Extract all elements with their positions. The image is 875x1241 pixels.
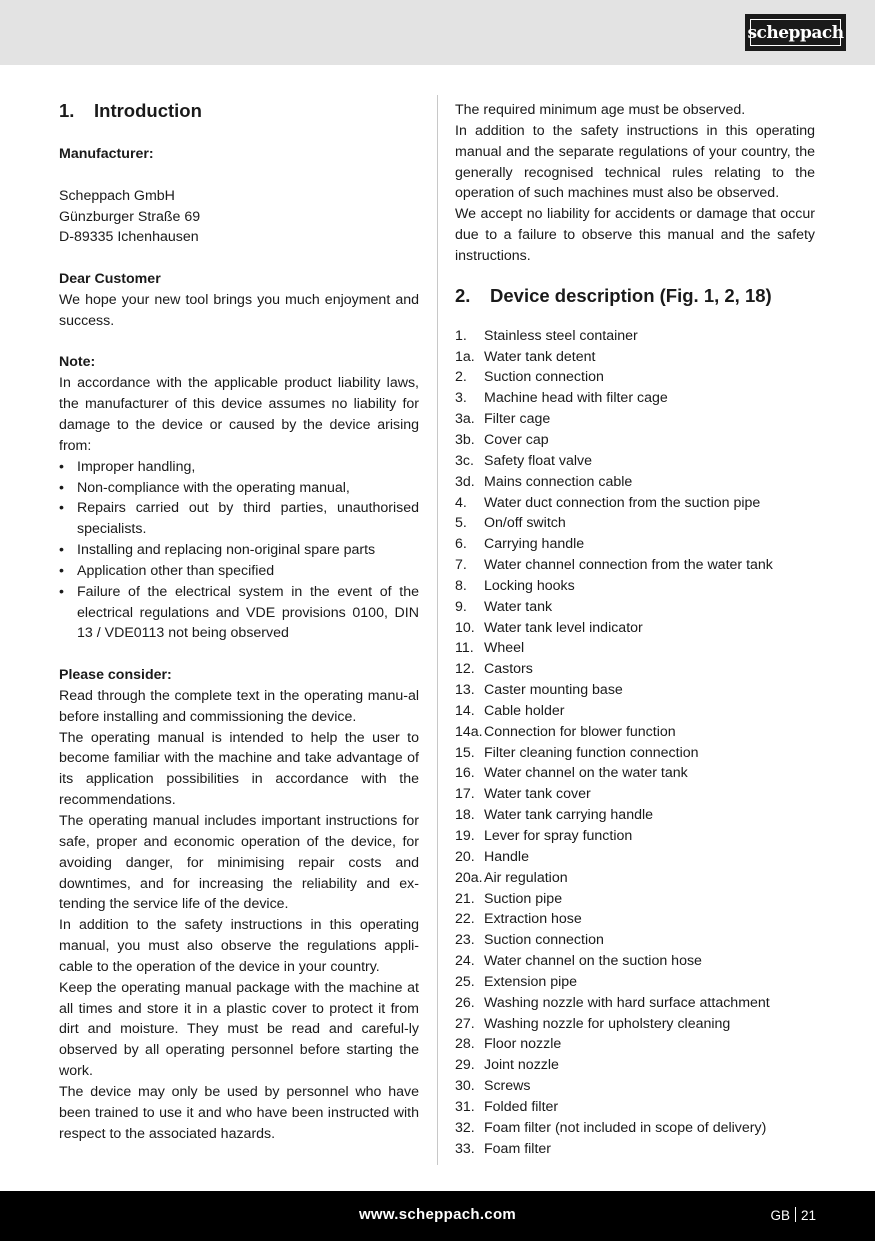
part-item <box>455 638 815 659</box>
part-number: 21. <box>455 890 475 907</box>
part-number: 14. <box>455 702 475 719</box>
paragraph: The operating manual is intended to help the user to become familiar with the machine and take advantage of its application possibilities in accordance with the recommendations. <box>59 729 419 809</box>
part-number: 15. <box>455 744 475 761</box>
part-number: 16. <box>455 765 475 782</box>
paragraph: In addition to the safety instructions in this operating manual and the separate regulations of your country, the generally recognised technical rules relating to the operation of such machines must also be observed. <box>455 122 815 202</box>
part-label: Washing nozzle for upholstery cleaning <box>484 1015 731 1032</box>
part-label: Foam filter <box>484 1140 552 1157</box>
part-label: Water channel connection from the water tank <box>484 557 773 574</box>
part-item <box>455 1097 815 1118</box>
part-label: Stainless steel container <box>484 327 638 344</box>
part-number: 11. <box>455 640 474 657</box>
part-number: 6. <box>455 536 467 553</box>
part-label: Water tank carrying handle <box>484 807 654 824</box>
part-label: Extraction hose <box>484 911 582 928</box>
part-item <box>455 534 815 555</box>
part-label: Extension pipe <box>484 973 578 990</box>
part-label: Foam filter (not included in scope of delivery) <box>484 1119 767 1136</box>
part-number: 3b. <box>455 431 475 448</box>
scheppach-logo <box>745 14 846 51</box>
part-number: 32. <box>455 1119 475 1136</box>
part-number: 23. <box>455 932 475 949</box>
logo-text: scheppach <box>747 22 844 43</box>
part-item <box>455 326 815 347</box>
section-heading-introduction: 1. Introduction <box>59 100 202 121</box>
part-item <box>455 972 815 993</box>
part-number: 30. <box>455 1078 475 1095</box>
part-label: On/off switch <box>484 515 566 532</box>
paragraph: Keep the operating manual package with the machine at all times and store it in a plastic cover to protect it from dirt and moisture. They must be read and careful-ly observed by all operating personnel before starting the work. <box>59 979 419 1080</box>
part-number: 19. <box>455 828 475 844</box>
part-item <box>455 889 815 910</box>
part-number: 14a. <box>455 723 483 740</box>
part-item <box>455 597 815 618</box>
list-item: • Failure of the electrical system in the event of the electrical regulations and VDE provisions 0100, DIN 13 / VDE0113 not being observed <box>59 583 419 642</box>
part-label: Water channel on the water tank <box>484 765 688 782</box>
part-item <box>455 1139 815 1160</box>
part-label: Machine head with filter cage <box>484 390 668 407</box>
part-number: 2. <box>455 369 467 386</box>
paragraph: The device may only be used by personnel who have been trained to use it and who have been instructed with respect to the associated hazards. <box>59 1083 419 1142</box>
part-label: Water duct connection from the suction pipe <box>484 494 761 511</box>
paragraph: We accept no liability for accidents or damage that occur due to a failure to observe this manual and the safety instructions. <box>455 206 815 264</box>
part-label: Floor nozzle <box>484 1036 562 1053</box>
part-number: 3. <box>455 390 467 407</box>
part-label: Folded filter <box>484 1098 559 1115</box>
part-number: 13. <box>455 682 475 699</box>
part-item <box>455 576 815 597</box>
part-label: Water tank cover <box>484 786 591 803</box>
part-label: Cover cap <box>484 431 549 448</box>
part-item <box>455 826 815 847</box>
part-item <box>455 347 815 368</box>
part-label: Caster mounting base <box>484 682 623 699</box>
part-label: Connection for blower function <box>484 723 676 740</box>
part-label: Filter cleaning function connection <box>484 744 699 761</box>
part-number: 28. <box>455 1036 475 1053</box>
page-number: 21 <box>800 1208 816 1223</box>
part-number: 24. <box>455 953 475 970</box>
part-item <box>455 1076 815 1097</box>
part-number: 5. <box>455 515 467 532</box>
left-column <box>59 100 419 1145</box>
part-item <box>455 451 815 472</box>
part-number: 3a. <box>455 411 475 428</box>
part-item <box>455 763 815 784</box>
part-number: 26. <box>455 994 475 1011</box>
part-label: Mains connection cable <box>484 473 633 490</box>
part-item <box>455 722 815 743</box>
part-item <box>455 1055 815 1076</box>
part-label: Wheel <box>484 640 525 657</box>
address-line: D-89335 Ichenhausen <box>59 229 199 246</box>
part-item <box>455 659 815 680</box>
part-label: Locking hooks <box>484 577 575 594</box>
part-label: Suction pipe <box>484 890 563 907</box>
manufacturer-label: Manufacturer: <box>59 146 154 162</box>
part-number: 3d. <box>455 473 475 490</box>
part-item <box>455 993 815 1014</box>
footer-bar <box>0 1191 875 1241</box>
paragraph: The required minimum age must be observed. <box>455 102 746 118</box>
parts-list <box>455 326 815 1160</box>
part-item <box>455 680 815 701</box>
separator <box>795 1207 796 1222</box>
note-label: Note: <box>59 354 96 371</box>
part-label: Water tank <box>484 598 553 615</box>
part-label: Safety float valve <box>484 452 593 469</box>
part-label: Water tank level indicator <box>484 619 643 636</box>
dear-customer-text: We hope your new tool brings you much enjoyment and success. <box>59 291 419 329</box>
part-number: 22. <box>455 911 475 928</box>
list-item: • Repairs carried out by third parties, unauthorised specialists. <box>59 500 419 538</box>
list-item: • Installing and replacing non-original spare parts <box>59 542 376 559</box>
part-item <box>455 784 815 805</box>
part-label: Cable holder <box>484 702 565 719</box>
part-item <box>455 909 815 930</box>
column-divider <box>437 95 438 1165</box>
part-item <box>455 388 815 409</box>
address-line: Günzburger Straße 69 <box>59 208 201 225</box>
part-item <box>455 409 815 430</box>
part-item <box>455 1034 815 1055</box>
dear-customer-label: Dear Customer <box>59 271 161 288</box>
please-consider-label: Please consider: <box>59 667 172 684</box>
part-number: 33. <box>455 1140 475 1157</box>
part-item <box>455 743 815 764</box>
part-label: Carrying handle <box>484 536 585 553</box>
part-item <box>455 367 815 388</box>
part-number: 4. <box>455 494 467 511</box>
part-label: Handle <box>484 848 529 865</box>
part-item <box>455 1014 815 1035</box>
part-number: 7. <box>455 557 467 574</box>
part-number: 12. <box>455 661 475 678</box>
part-item <box>455 555 815 576</box>
part-item <box>455 513 815 534</box>
part-label: Lever for spray function <box>484 828 633 844</box>
header-bar <box>0 0 875 65</box>
part-item <box>455 868 815 889</box>
part-number: 1. <box>455 327 467 344</box>
part-item <box>455 951 815 972</box>
part-number: 27. <box>455 1015 475 1032</box>
part-number: 17. <box>455 786 475 803</box>
part-item <box>455 805 815 826</box>
part-label: Castors <box>484 661 533 678</box>
part-number: 25. <box>455 973 475 990</box>
part-item <box>455 472 815 493</box>
part-label: Water tank detent <box>484 348 596 365</box>
right-column <box>455 100 815 1160</box>
paragraph: The operating manual includes important instructions for safe, proper and economic operation of the device, for avoiding danger, for minimising repair costs and downtimes, and for increasing the reliability and ex-tending the service life of the device. <box>59 813 419 913</box>
address-line: Scheppach GmbH <box>59 187 175 204</box>
part-item <box>455 847 815 868</box>
note-text: In accordance with the applicable product liability laws, the manufacturer of this device assumes no liability for damage to the device or caused by the device arising from: <box>59 375 419 454</box>
part-number: 8. <box>455 577 467 594</box>
list-item: • Application other than specified <box>59 562 275 579</box>
part-label: Filter cage <box>484 411 551 428</box>
paragraph: Read through the complete text in the operating manu-al before installing and commissioning the device. <box>59 687 419 725</box>
part-label: Air regulation <box>484 869 568 886</box>
part-number: 10. <box>455 619 475 636</box>
part-item <box>455 930 815 951</box>
list-item: • Non-compliance with the operating manual, <box>59 479 350 496</box>
part-number: 1a. <box>455 348 475 365</box>
part-number: 20a. <box>455 869 483 886</box>
part-number: 31. <box>455 1098 475 1115</box>
part-item <box>455 701 815 722</box>
part-label: Suction connection <box>484 932 604 949</box>
part-number: 9. <box>455 598 467 615</box>
part-label: Screws <box>484 1078 531 1095</box>
part-item <box>455 493 815 514</box>
part-number: 29. <box>455 1057 475 1074</box>
part-item <box>455 618 815 639</box>
part-label: Washing nozzle with hard surface attachment <box>484 994 770 1011</box>
page-indicator <box>770 1207 816 1223</box>
part-item <box>455 430 815 451</box>
part-label: Joint nozzle <box>484 1057 559 1074</box>
part-label: Water channel on the suction hose <box>484 953 702 970</box>
language-code: GB <box>770 1208 790 1223</box>
part-number: 18. <box>455 807 475 824</box>
part-label: Suction connection <box>484 369 604 386</box>
list-item: • Improper handling, <box>59 458 196 475</box>
part-number: 3c. <box>455 452 474 469</box>
part-number: 20. <box>455 848 475 865</box>
liability-list <box>59 457 419 645</box>
part-item <box>455 1118 815 1139</box>
paragraph: In addition to the safety instructions in this operating manual, you must also observe the regulations appli-cable to the operation of the device in your country. <box>59 917 419 975</box>
website-url: www.scheppach.com <box>358 1206 517 1223</box>
section-heading-device-description: 2. Device description (Fig. 1, 2, 18) <box>455 284 772 306</box>
